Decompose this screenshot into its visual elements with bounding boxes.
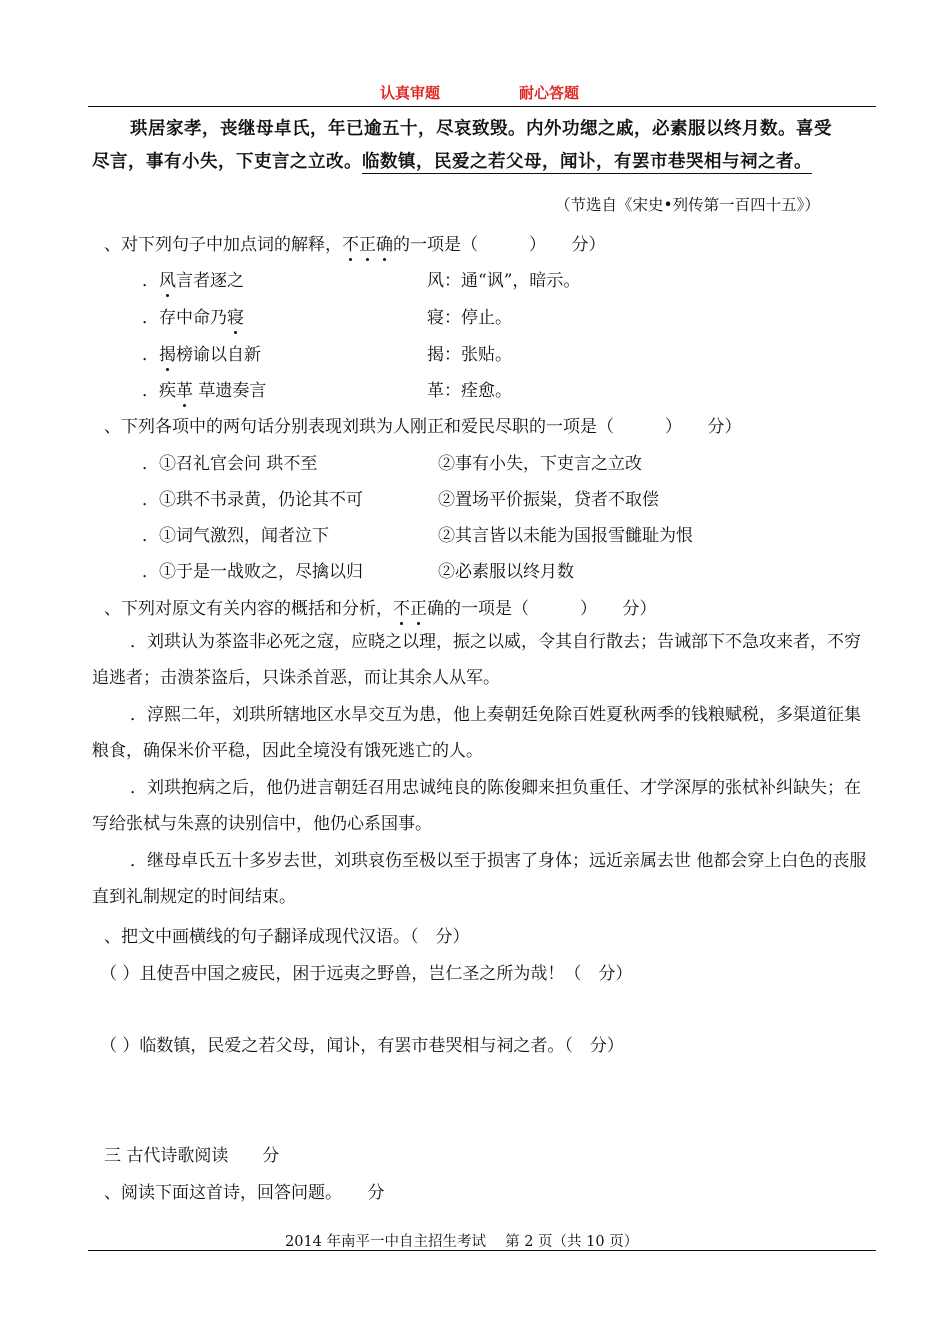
q4-item-2: （ ）临数镇，民爱之若父母，闻讣，有罢市巷哭相与祠之者。（ 分）	[100, 1036, 624, 1056]
question-5-stem: 、阅读下面这首诗，回答问题。 分	[104, 1183, 385, 1203]
q1-option-d[interactable]: ．疾革 草遗奏言	[142, 381, 267, 401]
page-footer: 2014 年南平一中自主招生考试 第 2 页（共 10 页）	[285, 1234, 639, 1250]
question-2-stem: 、下列各项中的两句话分别表现刘珙为人刚正和爱民尽职的一项是（ ） 分）	[104, 417, 742, 437]
section-3-title: 三 古代诗歌阅读 分	[104, 1146, 280, 1166]
q3-option-b[interactable]: ．淳熙二年，刘珙所辖地区水旱交互为患，他上奏朝廷免除百姓夏秋两季的钱粮赋税，多渠道征集粮食，确保米价平稳，因此全境没有饿死逃亡的人。	[92, 705, 861, 761]
q1-option-c-gloss: 揭：张贴。	[427, 345, 512, 365]
q1-option-a[interactable]: ．风言者逐之	[142, 271, 244, 291]
q1-option-c[interactable]: ．揭榜谕以自新	[142, 345, 261, 365]
q2-option-c[interactable]: ．①词气激烈，闻者泣下	[142, 526, 329, 546]
q1-option-a-gloss: 风：通“讽”，暗示。	[427, 271, 581, 291]
q1-option-b-gloss: 寝：停止。	[427, 308, 512, 328]
q3-option-d[interactable]: ．继母卓氏五十多岁去世，刘珙哀伤至极以至于损害了身体；远近亲属去世 他都会穿上白色的丧服直到礼制规定的时间结束。	[92, 851, 867, 907]
footer-rule	[88, 1250, 876, 1251]
q2-option-c-second: ②其言皆以未能为国报雪雠耻为恨	[438, 526, 693, 546]
passage-underlined-sentence: 临数镇，民爱之若父母，闻讣，有罢市巷哭相与祠之者。	[362, 152, 812, 172]
q2-option-b[interactable]: ．①珙不书录黄，仍论其不可	[142, 490, 363, 510]
q1-option-d-gloss: 革：痊愈。	[427, 381, 512, 401]
q2-option-a-second: ②事有小失，下吏言之立改	[438, 454, 642, 474]
passage-line1: 珙居家孝，丧继母卓氏，年已逾五十，尽哀致毁。内外功缌之戚，必素服以终月数。喜受	[130, 119, 832, 139]
header-label-right: 耐心答题	[519, 84, 580, 102]
q2-option-d-second: ②必素服以终月数	[438, 562, 574, 582]
question-3-stem: 、下列对原文有关内容的概括和分析，不正确的一项是（ ） 分）	[104, 599, 657, 619]
q4-item-1: （ ）且使吾中国之疲民，困于远夷之野兽，岂仁圣之所为哉！（ 分）	[100, 964, 633, 984]
passage-line2-plain: 尽言，事有小失，下吏言之立改。	[92, 152, 362, 172]
q2-option-a[interactable]: ．①召礼官会问 珙不至	[142, 454, 318, 474]
header-label-left: 认真审题	[380, 84, 441, 102]
q1-option-b[interactable]: ．存中命乃寝	[142, 308, 244, 328]
question-1-stem: 、对下列句子中加点词的解释，不正确的一项是（ ） 分）	[104, 235, 606, 255]
q2-option-b-second: ②置场平价振粜，贷者不取偿	[438, 490, 659, 510]
q3-option-a[interactable]: ．刘珙认为茶盗非必死之寇，应晓之以理，振之以威，令其自行散去；告诫部下不急攻来者，不穷追逃者；击溃茶盗后，只诛杀首恶，而让其余人从军。	[92, 632, 861, 688]
passage-source: （节选自《宋史•列传第一百四十五》）	[555, 196, 820, 214]
passage-text	[92, 113, 876, 179]
header-rule	[88, 106, 876, 107]
q3-option-c[interactable]: ．刘珙抱病之后，他仍进言朝廷召用忠诚纯良的陈俊卿来担负重任、才学深厚的张栻补纠缺失；在写给张栻与朱熹的诀别信中，他仍心系国事。	[92, 778, 861, 834]
question-4-stem: 、把文中画横线的句子翻译成现代汉语。（ 分）	[104, 927, 470, 947]
q2-option-d[interactable]: ．①于是一战败之，尽擒以归	[142, 562, 363, 582]
